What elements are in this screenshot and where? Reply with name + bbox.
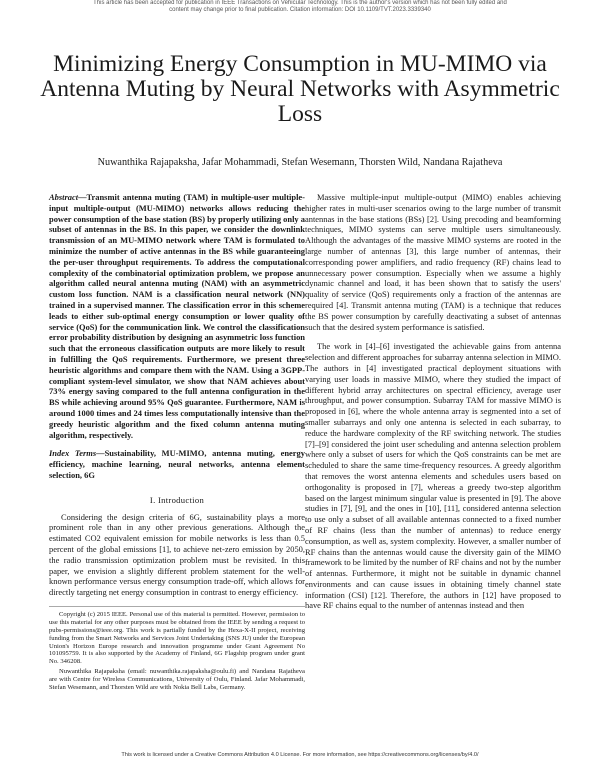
footnote-block [49, 606, 305, 692]
body-paragraph-2: The work in [4]–[6] investigated the achievable gains from antenna selection and different approaches for subarray antenna selection in MIMO. The authors in [4] investigated practical deployment situations with varying user loads in massive MIMO, where they studied the impact of different hybrid array architectures on spectral efficiency, average user throughput, and power consumption. Subarray TAM for massive MIMO is proposed in [6], where the whole antenna array is segmented into a set of smaller subarrays and only one antenna is selected in each subarray, to reduce the hardware complexity of the RF switching network. The studies [7]–[9] considered the joint user scheduling and antenna selection problem where only a subset of users for which the QoS constraints can be met are scheduled to share the same time-frequency resources. A greedy algorithm that removes the worst antenna elements and schedules users based on orthogonality is proposed in [7], whereas a greedy two-step algorithm based on the largest minimum singular value is presented in [9]. The above studies in [7], [9], and the ones in [10], [11], considered antenna selection to use only a subset of all available antennas connected to a fixed number of RF chains (less than the number of antennas) to reduce energy consumption, as well as, system complexity. However, a smaller number of RF chains than the antennas would cause the diversity gain of the MIMO framework to be limited by the number of RF chains and not by the number of antennas. Furthermore, it might not be suitable in dynamic channel environments and can cause issues in obtaining timely channel state information (CSI) [12]. Therefore, the authors in [12] have proposed to have RF chains equal to the number of antennas instead and then [305, 341, 561, 611]
abstract [49, 192, 305, 440]
abstract-lead: Abstract [49, 192, 79, 202]
section-heading-introduction: I. Introduction [149, 494, 205, 505]
index-terms [49, 448, 305, 480]
footnote-affiliations: Nuwanthika Rajapaksha (email: nuwanthika.rajapaksha@oulu.fi) and Nandana Rajatheva are with Centre for Wireless Communications, University of Oulu, Finland. Jafar Mohammadi, Stefan Wesemann, and Thorsten Wild are with Nokia Bell Labs, Germany. [49, 668, 305, 692]
index-terms-text: —Sustainability, MU-MIMO, antenna muting, energy efficiency, machine learning, neural networks, antenna element selection, 6G [49, 448, 305, 480]
paper-title: Minimizing Energy Consumption in MU-MIMO via Antenna Muting by Neural Networks with Asymmetric Loss [40, 51, 560, 127]
author-list: Nuwanthika Rajapaksha, Jafar Mohammadi, Stefan Wesemann, Thorsten Wild, Nandana Rajatheva [97, 157, 503, 168]
right-column [305, 192, 561, 620]
left-column [49, 192, 305, 694]
footnote-copyright: Copyright (c) 2015 IEEE. Personal use of this material is permitted. However, permission to use this material for any other purposes must be obtained from the IEEE by sending a request to pubs-permissions@ieee.org. This work is partially funded by the Hexa-X-II project, receiving funding from the Smart Networks and Services Joint Undertaking (SNS JU) under the European Union's Horizon Europe research and innovation programme under Grant Agreement No 101095759. It is also supported by the Academy of Finland, 6G Flagship program under grant No. 346208. [49, 610, 305, 666]
intro-paragraph-1: Considering the design criteria of 6G, sustainability plays a more prominent role than in any other previous generations. Although the estimated CO2 equivalent emission for mobile networks is less than 0.5 percent of the global emissions [1], to achieve net-zero emission by 2050, the radio transmission optimization problem must be revisited. In this paper, we envision a slightly different problem statement for the well-known performance versus energy consumption trade-off, which allows for directly targeting net energy consumption in contrast to energy efficiency. [49, 511, 305, 598]
body-paragraph-1: Massive multiple-input multiple-output (MIMO) enables achieving higher rates in multi-user scenarios owing to the large number of transmit antennas in the base stations (BSs) [2]. Using precoding and beamforming techniques, MIMO systems can serve multiple users simultaneously. Although the advantages of the massive MIMO systems are rooted in the large number of antennas [3], this large number of antennas, their corresponding power amplifiers, and radio frequency (RF) chains lead to unnecessary power consumption. Especially when we assume a highly dynamic channel and load, it has been shown that to satisfy the users' quality of service (QoS) requirements only a fraction of the antennas are required [4]. Transmit antenna muting (TAM) is a technique that reduces the BS power consumption by carefully deactivating a subset of antennas such that the desired system performance is satisfied. [305, 192, 561, 332]
banner-line-2: content may change prior to final publication. Citation information: DOI 10.1109/TVT.2023.3339340 [169, 7, 431, 13]
publication-banner [0, 0, 600, 22]
license-footer: This work is licensed under a Creative Commons Attribution 4.0 License. For more information, see https://creativecommons.org/licenses/by/4.0/ [121, 752, 479, 758]
banner-line-1: This article has been accepted for publication in IEEE Transactions on Vehicular Technology. This is the author's version which has not been fully edited and [93, 0, 507, 6]
index-terms-lead: Index Terms [49, 448, 97, 459]
abstract-text: —Transmit antenna muting (TAM) in multiple-user multiple-input multiple-output (MU-MIMO) networks allows reducing the power consumption of the base station (BS) by properly utilizing only a subset of antennas in the BS. In this paper, we consider the downlink transmission of an MU-MIMO network where TAM is formulated to minimize the number of active antennas in the BS while guaranteeing the per-user throughput requirements. To address the computational complexity of the combinatorial optimization problem, we propose an algorithm called neural antenna muting (NAM) with an asymmetric custom loss function. NAM is a classification neural network (NN) trained in a supervised manner. The classification error in this scheme leads to either sub-optimal energy consumption or lower quality of service (QoS) for the communication link. We control the classification error probability distribution by designing an asymmetric loss function such that the erroneous classification outputs are more likely to result in fulfilling the QoS requirements. Furthermore, we present three heuristic algorithms and compare them with the NAM. Using a 3GPP-compliant system-level simulator, we show that NAM achieves about 73% energy saving compared to the full antenna configuration in the BS while achieving around 95% QoS guarantee. Furthermore, NAM is around 1000 times and 24 times less computationally intensive than the greedy heuristic algorithm and the fixed column antenna muting algorithm, respectively. [49, 192, 305, 440]
